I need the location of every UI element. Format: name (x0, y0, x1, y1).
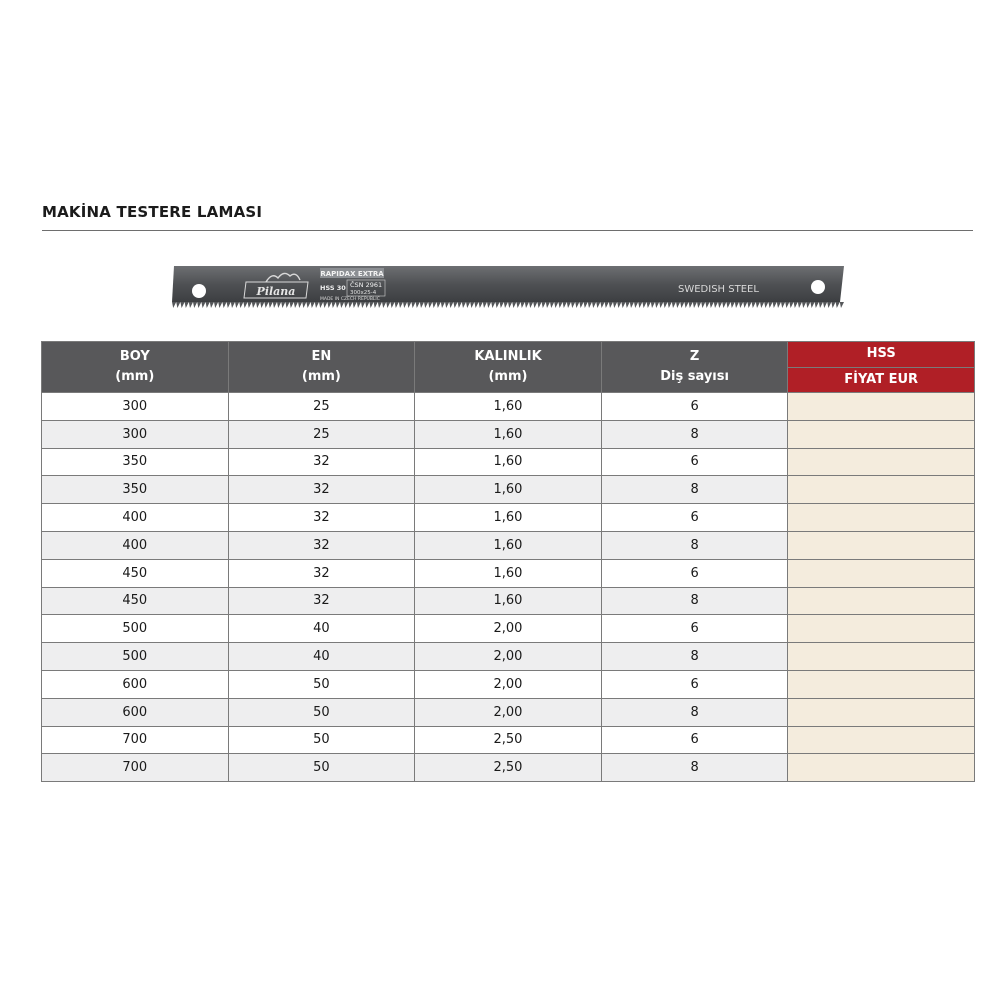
cell-kalinlik: 1,60 (415, 393, 602, 421)
cell-boy: 450 (42, 587, 229, 615)
cell-boy: 350 (42, 476, 229, 504)
cell-boy: 500 (42, 643, 229, 671)
cell-en: 32 (228, 504, 415, 532)
blade-badge: RAPIDAX EXTRA (320, 270, 384, 278)
blade-hole-left (192, 284, 206, 298)
table-row (42, 587, 975, 615)
header-price-eur: FİYAT EUR (788, 367, 975, 393)
cell-kalinlik: 2,00 (415, 643, 602, 671)
cell-en: 32 (228, 531, 415, 559)
cell-price (788, 754, 975, 782)
cell-teeth: 8 (601, 754, 788, 782)
cell-teeth: 6 (601, 726, 788, 754)
cell-price (788, 504, 975, 532)
cell-kalinlik: 1,60 (415, 448, 602, 476)
cell-en: 50 (228, 698, 415, 726)
cell-kalinlik: 1,60 (415, 420, 602, 448)
cell-en: 25 (228, 420, 415, 448)
table-row (42, 615, 975, 643)
cell-price (788, 393, 975, 421)
cell-boy: 700 (42, 754, 229, 782)
cell-en: 32 (228, 476, 415, 504)
cell-teeth: 8 (601, 587, 788, 615)
cell-price (788, 643, 975, 671)
cell-teeth: 6 (601, 615, 788, 643)
table-row (42, 670, 975, 698)
header-en: EN (mm) (228, 342, 415, 393)
blade-origin: MADE IN CZECH REPUBLIC (320, 297, 380, 302)
cell-teeth: 8 (601, 420, 788, 448)
table-row (42, 754, 975, 782)
table-row (42, 559, 975, 587)
table-row (42, 448, 975, 476)
cell-teeth: 8 (601, 698, 788, 726)
blade-standard: ČSN 2961 (350, 281, 383, 289)
page-title: MAKİNA TESTERE LAMASI (42, 203, 263, 221)
cell-en: 32 (228, 448, 415, 476)
title-divider (42, 230, 973, 231)
cell-boy: 300 (42, 393, 229, 421)
table-row (42, 531, 975, 559)
tooth-row (172, 302, 844, 308)
blade-size: 300x25-4 (350, 290, 377, 296)
cell-price (788, 698, 975, 726)
brand-text: Pilana (256, 285, 296, 298)
blade-steel-label: SWEDISH STEEL (678, 284, 759, 295)
cell-teeth: 6 (601, 559, 788, 587)
saw-blade-image (168, 262, 848, 316)
cell-price (788, 670, 975, 698)
cell-en: 50 (228, 670, 415, 698)
blade-teeth (172, 302, 844, 308)
cell-price (788, 559, 975, 587)
blade-grade: HSS 30 (320, 284, 346, 292)
cell-price (788, 420, 975, 448)
cell-en: 40 (228, 643, 415, 671)
cell-en: 32 (228, 587, 415, 615)
blade-hole-right (811, 280, 825, 294)
cell-kalinlik: 1,60 (415, 587, 602, 615)
cell-boy: 400 (42, 504, 229, 532)
cell-boy: 400 (42, 531, 229, 559)
cell-en: 25 (228, 393, 415, 421)
cell-teeth: 8 (601, 643, 788, 671)
cell-en: 40 (228, 615, 415, 643)
cell-boy: 450 (42, 559, 229, 587)
cell-boy: 600 (42, 670, 229, 698)
table-row (42, 393, 975, 421)
cell-kalinlik: 1,60 (415, 531, 602, 559)
table-body (42, 393, 975, 782)
table-row (42, 504, 975, 532)
cell-kalinlik: 1,60 (415, 559, 602, 587)
cell-price (788, 615, 975, 643)
table-row (42, 726, 975, 754)
cell-teeth: 6 (601, 504, 788, 532)
cell-price (788, 476, 975, 504)
cell-en: 50 (228, 726, 415, 754)
cell-kalinlik: 2,50 (415, 726, 602, 754)
table-row (42, 420, 975, 448)
cell-kalinlik: 1,60 (415, 476, 602, 504)
cell-boy: 500 (42, 615, 229, 643)
price-table (41, 341, 975, 782)
cell-en: 32 (228, 559, 415, 587)
header-teeth: Z Diş sayısı (601, 342, 788, 393)
cell-teeth: 6 (601, 448, 788, 476)
cell-price (788, 587, 975, 615)
cell-price (788, 531, 975, 559)
cell-kalinlik: 2,00 (415, 698, 602, 726)
cell-kalinlik: 2,00 (415, 615, 602, 643)
header-hss: HSS (788, 342, 975, 368)
cell-price (788, 448, 975, 476)
cell-boy: 600 (42, 698, 229, 726)
cell-kalinlik: 2,50 (415, 754, 602, 782)
cell-kalinlik: 1,60 (415, 504, 602, 532)
cell-boy: 700 (42, 726, 229, 754)
cell-en: 50 (228, 754, 415, 782)
table-row (42, 698, 975, 726)
cell-kalinlik: 2,00 (415, 670, 602, 698)
header-boy: BOY (mm) (42, 342, 229, 393)
table-row (42, 643, 975, 671)
table-row (42, 476, 975, 504)
cell-teeth: 8 (601, 531, 788, 559)
cell-boy: 300 (42, 420, 229, 448)
cell-teeth: 8 (601, 476, 788, 504)
cell-teeth: 6 (601, 393, 788, 421)
cell-boy: 350 (42, 448, 229, 476)
cell-price (788, 726, 975, 754)
header-kalinlik: KALINLIK (mm) (415, 342, 602, 393)
cell-teeth: 6 (601, 670, 788, 698)
